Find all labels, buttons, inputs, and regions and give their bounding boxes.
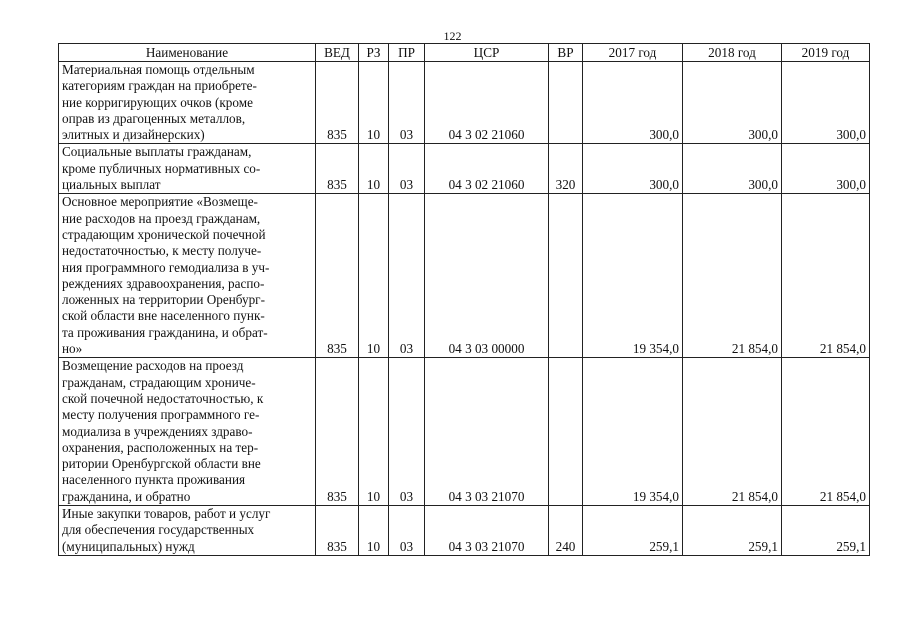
row-pr: 03 — [389, 194, 425, 358]
table-header-row — [59, 44, 870, 62]
row-ved: 835 — [316, 194, 359, 358]
row-2017: 300,0 — [583, 62, 683, 144]
row-pr: 03 — [389, 62, 425, 144]
row-vr — [549, 62, 583, 144]
header-rz: РЗ — [359, 44, 389, 62]
row-2017: 19 354,0 — [583, 358, 683, 506]
row-2017: 259,1 — [583, 506, 683, 556]
row-ved: 835 — [316, 358, 359, 506]
row-2018: 259,1 — [683, 506, 782, 556]
row-2018: 300,0 — [683, 62, 782, 144]
row-rz: 10 — [359, 62, 389, 144]
row-name: Основное мероприятие «Возмеще- ние расходов на проезд гражданам, страдающим хронической почечной недостаточностью, к месту получе- ния программного гемодиализа в уч- реждениях здравоохранения, распо- ложенных на территории Оренбург- ской области вне населенного пунк- та проживания гражданина, и обрат- но» — [59, 194, 316, 358]
row-ved: 835 — [316, 62, 359, 144]
header-2017: 2017 год — [583, 44, 683, 62]
table-row — [59, 506, 870, 556]
row-name: Социальные выплаты гражданам, кроме публичных нормативных со- циальных выплат — [59, 144, 316, 194]
row-csr: 04 3 02 21060 — [425, 144, 549, 194]
row-2018: 300,0 — [683, 144, 782, 194]
row-vr: 320 — [549, 144, 583, 194]
row-2017: 19 354,0 — [583, 194, 683, 358]
row-ved: 835 — [316, 506, 359, 556]
row-rz: 10 — [359, 358, 389, 506]
row-name: Иные закупки товаров, работ и услуг для обеспечения государственных (муниципальных) нужд — [59, 506, 316, 556]
row-rz: 10 — [359, 144, 389, 194]
row-2019: 300,0 — [782, 144, 870, 194]
row-vr: 240 — [549, 506, 583, 556]
row-2019: 259,1 — [782, 506, 870, 556]
header-name: Наименование — [59, 44, 316, 62]
row-2018: 21 854,0 — [683, 194, 782, 358]
row-2017: 300,0 — [583, 144, 683, 194]
row-rz: 10 — [359, 194, 389, 358]
header-csr: ЦСР — [425, 44, 549, 62]
table-row — [59, 358, 870, 506]
row-2018: 21 854,0 — [683, 358, 782, 506]
table-row — [59, 144, 870, 194]
row-2019: 21 854,0 — [782, 358, 870, 506]
row-vr — [549, 358, 583, 506]
header-vr: ВР — [549, 44, 583, 62]
page-number: 122 — [443, 29, 462, 43]
budget-table — [58, 43, 870, 556]
header-ved: ВЕД — [316, 44, 359, 62]
row-csr: 04 3 03 21070 — [425, 358, 549, 506]
row-pr: 03 — [389, 506, 425, 556]
header-pr: ПР — [389, 44, 425, 62]
row-csr: 04 3 03 00000 — [425, 194, 549, 358]
header-2018: 2018 год — [683, 44, 782, 62]
row-vr — [549, 194, 583, 358]
table-row — [59, 62, 870, 144]
header-2019: 2019 год — [782, 44, 870, 62]
row-rz: 10 — [359, 506, 389, 556]
row-pr: 03 — [389, 358, 425, 506]
row-2019: 21 854,0 — [782, 194, 870, 358]
row-name: Возмещение расходов на проезд гражданам, страдающим хрониче- ской почечной недостаточностью, к месту получения программного ге- модиализа в учреждениях здраво- охранения, расположенных на тер- ритории Оренбургской области вне населенного пункта проживания гражданина, и обратно — [59, 358, 316, 506]
row-name: Материальная помощь отдельным категориям граждан на приобрете- ние корригирующих очков (кроме оправ из драгоценных металлов, элитных и дизайнерских) — [59, 62, 316, 144]
row-ved: 835 — [316, 144, 359, 194]
table-row — [59, 194, 870, 358]
row-csr: 04 3 03 21070 — [425, 506, 549, 556]
row-csr: 04 3 02 21060 — [425, 62, 549, 144]
row-pr: 03 — [389, 144, 425, 194]
row-2019: 300,0 — [782, 62, 870, 144]
